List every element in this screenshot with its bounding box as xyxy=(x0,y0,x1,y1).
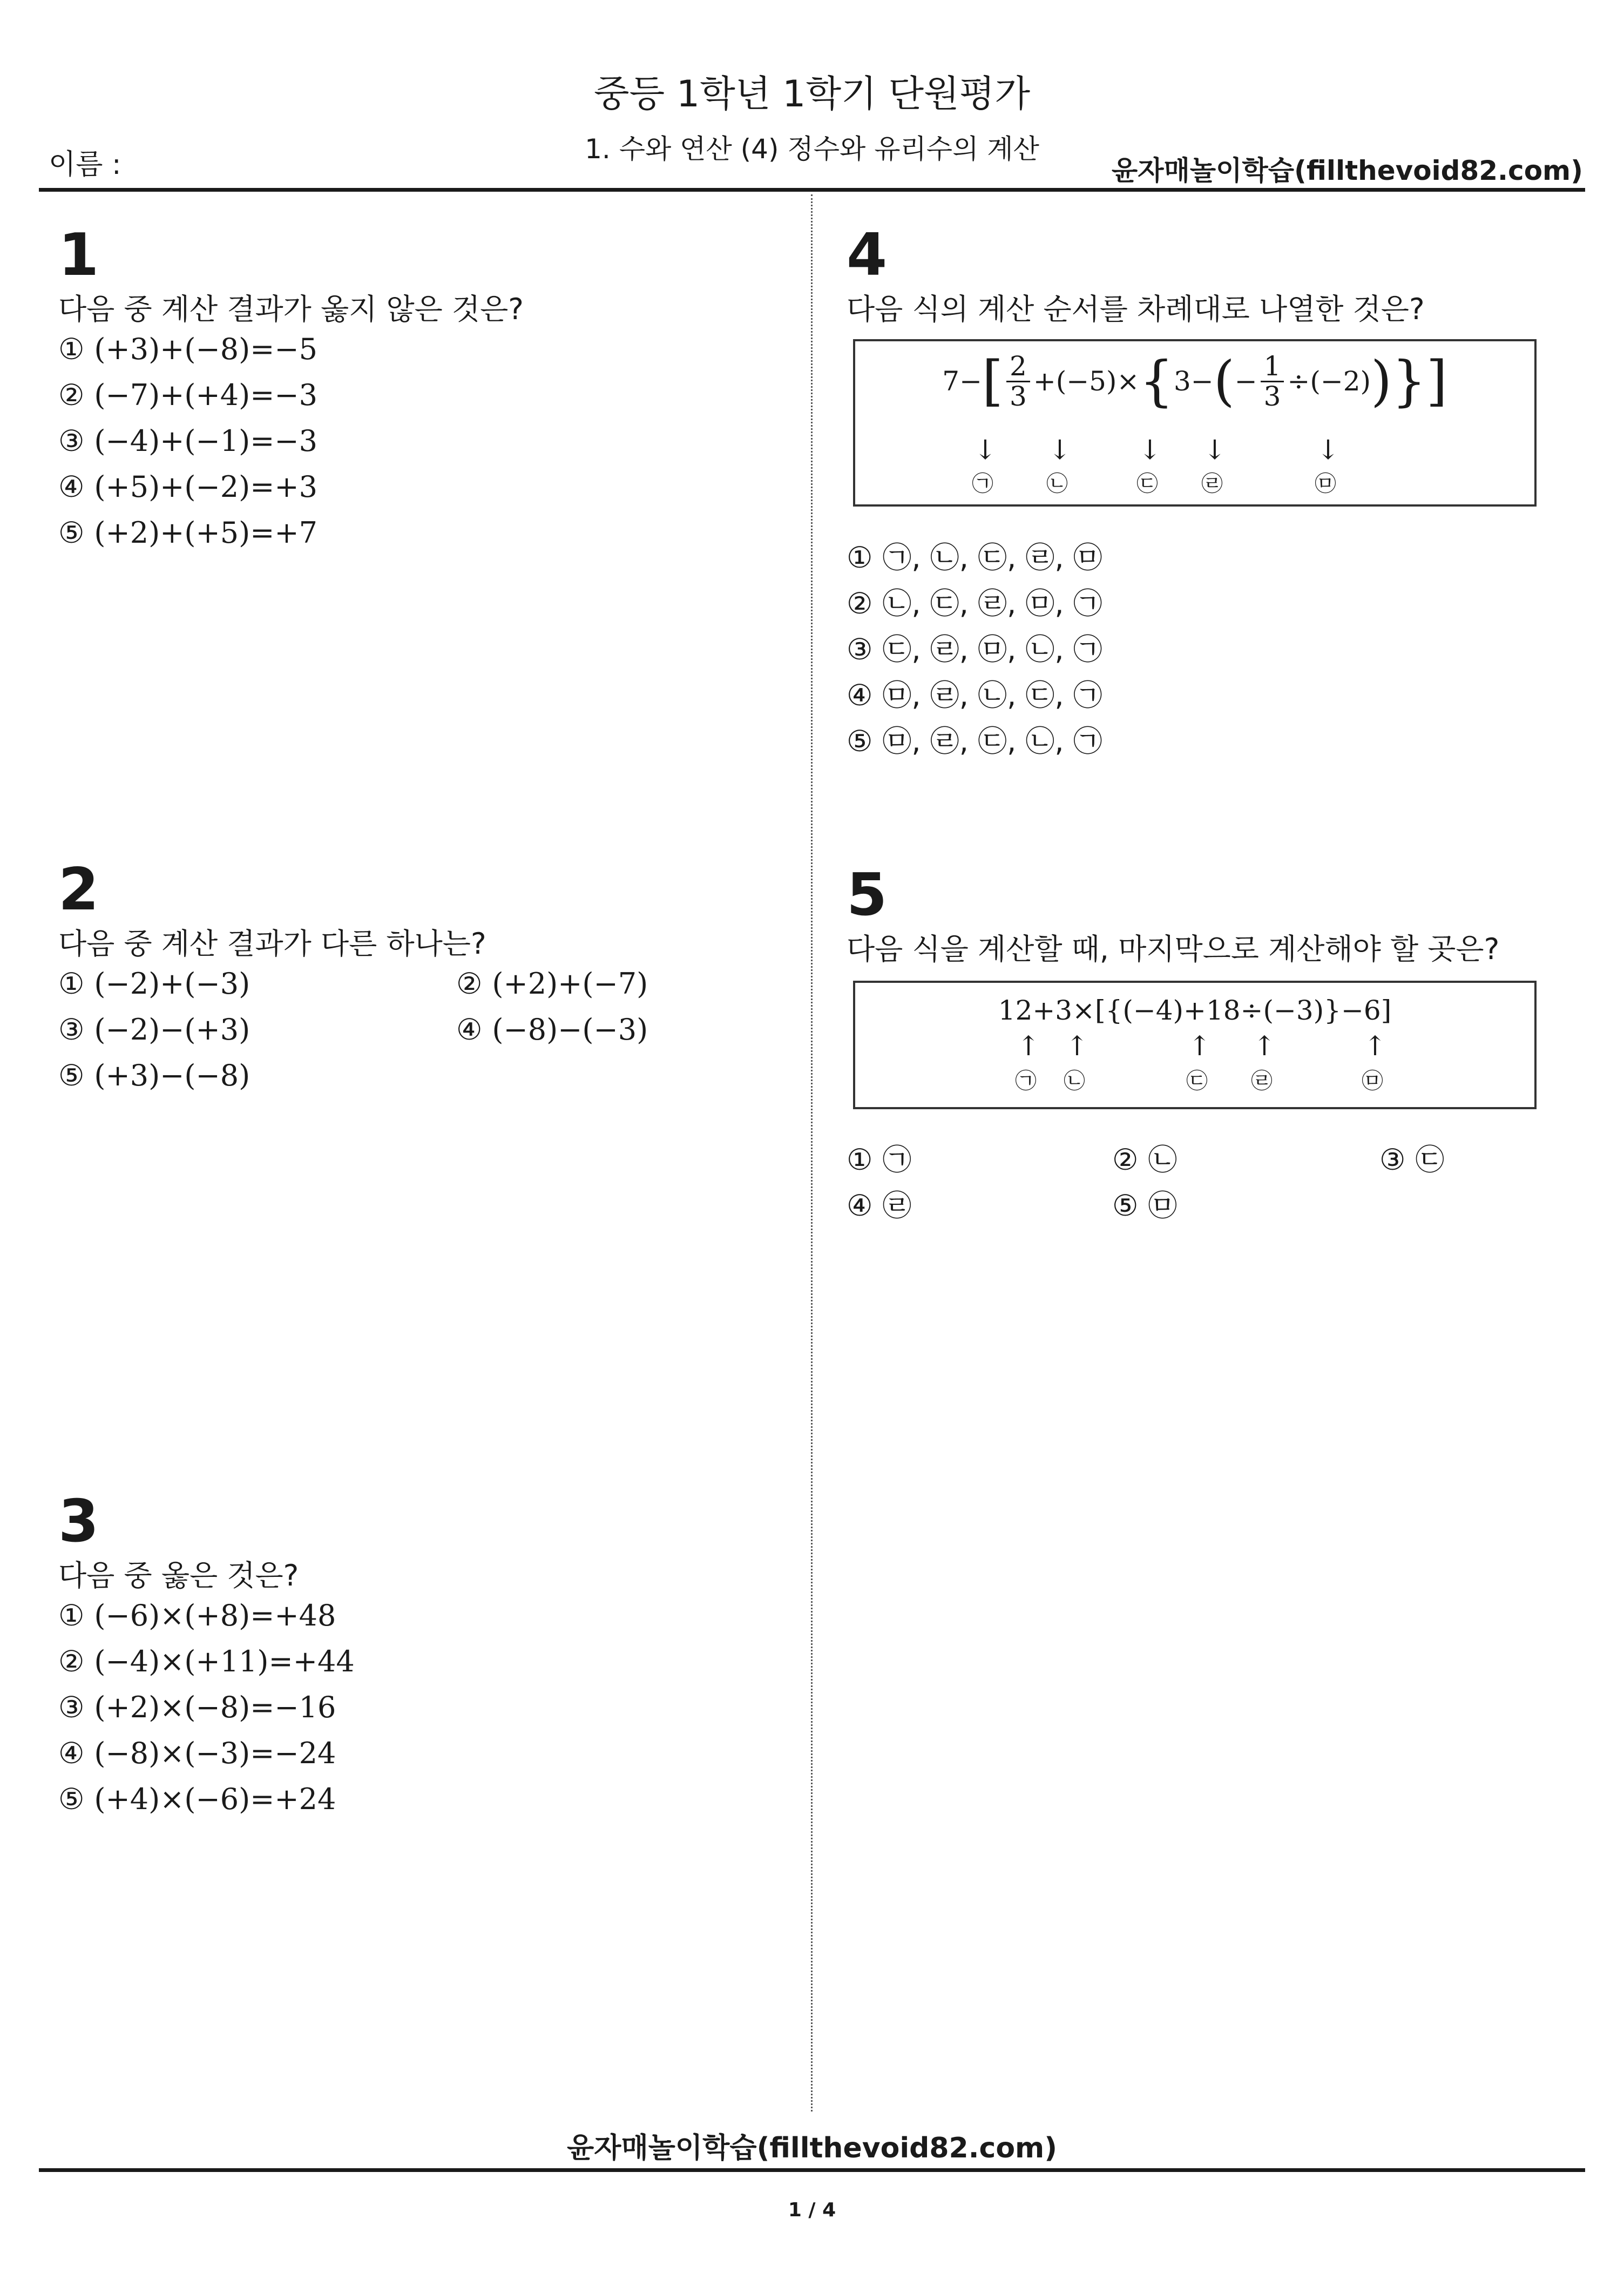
choice-expression: ㉤, ㉣, ㉡, ㉢, ㉠ xyxy=(882,678,1102,712)
answer-choice xyxy=(58,470,317,504)
answer-choice xyxy=(58,1013,250,1047)
choice-expression: (+5)+(−2)=+3 xyxy=(94,470,317,504)
question-text: 다음 중 옳은 것은? xyxy=(58,1559,299,1593)
choice-mark: ③ xyxy=(1379,1143,1406,1177)
choice-expression: ㉠, ㉡, ㉢, ㉣, ㉤ xyxy=(882,541,1102,575)
fraction xyxy=(1261,352,1284,410)
question-number: 1 xyxy=(58,221,99,289)
choice-mark: ④ xyxy=(456,1013,483,1047)
answer-choice xyxy=(456,967,648,1001)
choice-mark: ③ xyxy=(58,1690,85,1724)
up-arrow-icon: ↑ xyxy=(1017,1030,1040,1062)
choice-expression: (−8)−(−3) xyxy=(492,1013,648,1047)
choice-mark: ② xyxy=(58,1644,85,1678)
up-arrow-icon: ↑ xyxy=(1066,1030,1088,1062)
answer-choice xyxy=(1112,1137,1177,1178)
choice-expression: ㉣ xyxy=(882,1189,912,1223)
paren-right: ) xyxy=(1371,349,1392,413)
footer-rule xyxy=(39,2168,1585,2172)
answer-choice xyxy=(58,332,317,366)
header-rule xyxy=(39,188,1585,192)
answer-choice xyxy=(847,626,1102,668)
choice-expression: (+2)+(+5)=+7 xyxy=(94,516,317,550)
step-marker: ㉤ xyxy=(1362,1069,1383,1094)
math-expression xyxy=(855,349,1534,413)
choice-mark: ③ xyxy=(847,632,873,666)
page-title: 중등 1학년 1학기 단원평가 xyxy=(593,73,1031,116)
answer-choice xyxy=(847,718,1102,760)
choice-mark: ⑤ xyxy=(58,516,85,550)
choice-expression: (−4)+(−1)=−3 xyxy=(94,424,317,458)
choice-mark: ⑤ xyxy=(58,1782,85,1816)
down-arrow-icon: ↓ xyxy=(1048,434,1071,466)
step-marker: ㉤ xyxy=(1315,471,1336,496)
expression-box xyxy=(853,339,1537,507)
question-number: 3 xyxy=(58,1488,99,1555)
fraction-numerator: 1 xyxy=(1261,352,1284,382)
choice-mark: ① xyxy=(847,1143,873,1177)
brace-left: { xyxy=(1139,349,1174,413)
step-marker: ㉣ xyxy=(1201,471,1223,496)
page-subtitle: 1. 수와 연산 (4) 정수와 유리수의 계산 xyxy=(585,133,1039,165)
choice-expression: (−2)−(+3) xyxy=(94,1013,251,1047)
up-arrow-icon: ↑ xyxy=(1188,1030,1211,1062)
answer-choice xyxy=(456,1013,648,1047)
fraction-numerator: 2 xyxy=(1006,352,1030,382)
math-expression: 12+3×[{(−4)+18÷(−3)}−6] xyxy=(998,995,1392,1026)
choice-mark: ④ xyxy=(58,470,85,504)
choice-mark: ⑤ xyxy=(1112,1189,1139,1223)
down-arrow-icon: ↓ xyxy=(974,434,997,466)
bracket-right: ] xyxy=(1426,349,1447,413)
answer-choice xyxy=(58,1736,336,1770)
question-number: 4 xyxy=(847,221,888,289)
choice-mark: ⑤ xyxy=(58,1058,85,1092)
choice-mark: ② xyxy=(847,586,873,620)
answer-choice xyxy=(58,516,317,550)
answer-choice xyxy=(847,1137,911,1178)
answer-choice xyxy=(847,581,1102,622)
question-text: 다음 식의 계산 순서를 차례대로 나열한 것은? xyxy=(847,292,1425,326)
choice-mark: ④ xyxy=(847,1189,873,1223)
fraction xyxy=(1006,352,1030,410)
answer-choice xyxy=(58,1598,336,1633)
step-marker: ㉣ xyxy=(1251,1069,1273,1094)
question-number: 2 xyxy=(58,856,99,923)
choice-expression: (−2)+(−3) xyxy=(94,967,251,1001)
choice-expression: (−7)+(+4)=−3 xyxy=(94,378,317,412)
step-marker: ㉡ xyxy=(1046,471,1068,496)
choice-mark: ⑤ xyxy=(847,724,873,758)
answer-choice xyxy=(847,535,1102,576)
answer-choice xyxy=(58,1690,336,1724)
choice-expression: ㉢, ㉣, ㉤, ㉡, ㉠ xyxy=(882,632,1102,666)
choice-mark: ① xyxy=(58,1598,85,1633)
question-text: 다음 중 계산 결과가 다른 하나는? xyxy=(58,927,486,961)
choice-mark: ② xyxy=(58,378,85,412)
up-arrow-icon: ↑ xyxy=(1253,1030,1276,1062)
step-marker: ㉠ xyxy=(1015,1069,1037,1094)
up-arrow-icon: ↑ xyxy=(1364,1030,1386,1062)
step-marker: ㉢ xyxy=(1136,471,1158,496)
choice-expression: (+2)+(−7) xyxy=(492,967,648,1001)
choice-mark: ② xyxy=(1112,1143,1139,1177)
answer-choice xyxy=(58,1782,336,1816)
choice-expression: (−4)×(+11)=+44 xyxy=(94,1644,355,1678)
down-arrow-icon: ↓ xyxy=(1139,434,1161,466)
choice-expression: (−8)×(−3)=−24 xyxy=(94,1736,336,1770)
choice-mark: ③ xyxy=(58,424,85,458)
paren-left: ( xyxy=(1213,349,1235,413)
choice-expression: (−6)×(+8)=+48 xyxy=(94,1598,336,1633)
expr-term: 3− xyxy=(1173,366,1214,397)
choice-mark: ④ xyxy=(58,1736,85,1770)
choice-mark: ① xyxy=(847,541,873,575)
choice-mark: ④ xyxy=(847,678,873,712)
choice-expression: ㉡, ㉢, ㉣, ㉤, ㉠ xyxy=(882,586,1102,620)
choice-mark: ② xyxy=(456,967,483,1001)
down-arrow-icon: ↓ xyxy=(1317,434,1339,466)
column-divider xyxy=(811,194,813,2112)
choice-expression: (+3)−(−8) xyxy=(94,1058,251,1092)
answer-choice xyxy=(1112,1183,1177,1224)
question-text: 다음 식을 계산할 때, 마지막으로 계산해야 할 곳은? xyxy=(847,932,1500,966)
choice-expression: (+2)×(−8)=−16 xyxy=(94,1690,336,1724)
step-marker: ㉢ xyxy=(1186,1069,1208,1094)
answer-choice xyxy=(58,378,317,412)
choice-mark: ③ xyxy=(58,1013,85,1047)
choice-expression: (+3)+(−8)=−5 xyxy=(94,332,317,366)
question-number: 5 xyxy=(847,861,888,929)
expr-term: 7− xyxy=(942,366,982,397)
name-label: 이름 : xyxy=(49,149,121,181)
answer-choice xyxy=(847,672,1102,714)
choice-mark: ① xyxy=(58,967,85,1001)
bracket-left: [ xyxy=(982,349,1004,413)
answer-choice xyxy=(1379,1137,1444,1178)
expr-term: − xyxy=(1234,366,1257,397)
choice-expression: ㉠ xyxy=(882,1143,912,1177)
answer-choice xyxy=(58,1058,250,1092)
answer-choice xyxy=(58,1644,355,1678)
fraction-denominator: 3 xyxy=(1010,380,1027,412)
choice-expression: (+4)×(−6)=+24 xyxy=(94,1782,336,1816)
question-text: 다음 중 계산 결과가 옳지 않은 것은? xyxy=(58,292,524,326)
answer-choice xyxy=(847,1183,911,1224)
brace-right: } xyxy=(1392,349,1426,413)
page-number: 1 / 4 xyxy=(788,2199,836,2221)
choice-mark: ① xyxy=(58,332,85,366)
choice-expression: ㉤ xyxy=(1148,1189,1178,1223)
expression-box xyxy=(853,981,1537,1109)
fraction-denominator: 3 xyxy=(1263,380,1281,412)
answer-choice xyxy=(58,424,317,458)
brand-header: 윤자매놀이학습(fillthevoid82.com) xyxy=(1111,155,1583,186)
answer-choice xyxy=(58,967,250,1001)
choice-expression: ㉢ xyxy=(1415,1143,1445,1177)
choice-expression: ㉤, ㉣, ㉢, ㉡, ㉠ xyxy=(882,724,1102,758)
down-arrow-icon: ↓ xyxy=(1203,434,1226,466)
step-marker: ㉠ xyxy=(972,471,993,496)
choice-expression: ㉡ xyxy=(1148,1143,1178,1177)
expr-term: +(−5)× xyxy=(1033,366,1140,397)
brand-footer: 윤자매놀이학습(fillthevoid82.com) xyxy=(566,2132,1057,2164)
step-marker: ㉡ xyxy=(1064,1069,1085,1094)
expr-term: ÷(−2) xyxy=(1287,366,1371,397)
